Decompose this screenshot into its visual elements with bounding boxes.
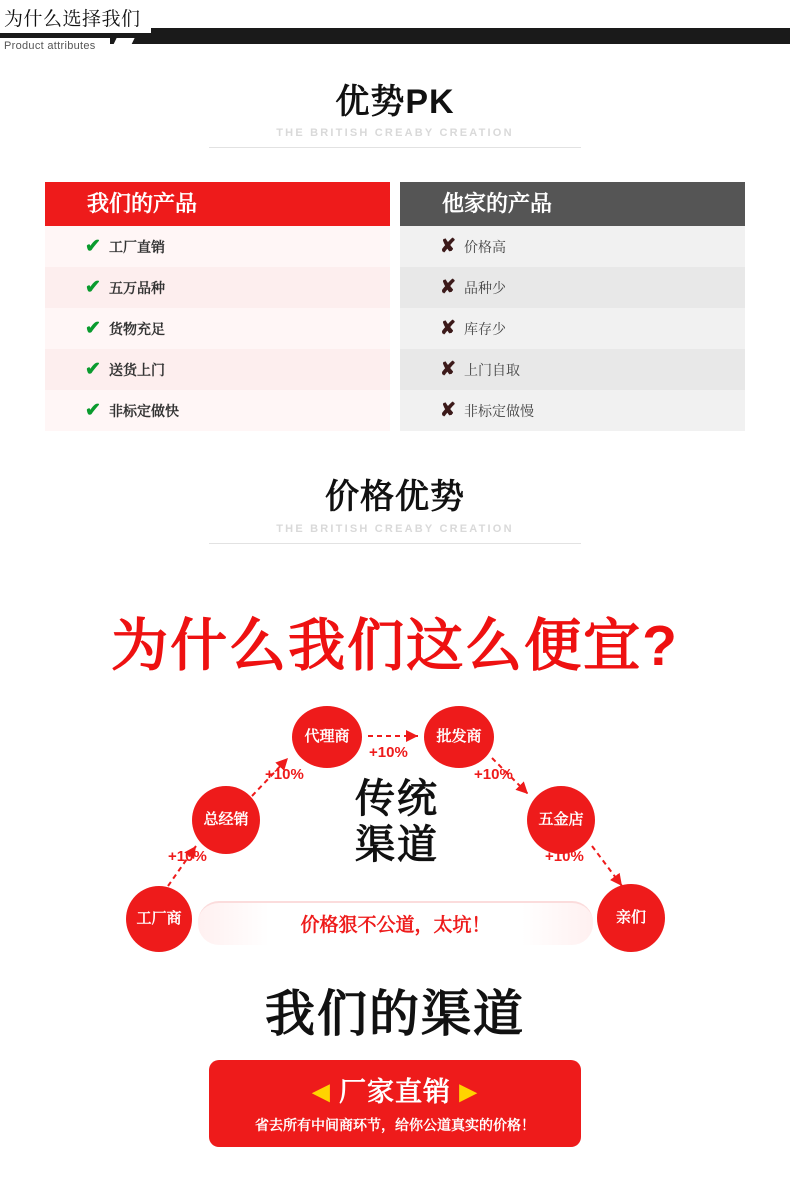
price-section-heading <box>0 479 790 543</box>
check-icon: ✔ <box>85 318 101 340</box>
diagram-node-distributor <box>192 786 260 854</box>
theirs-header: 他家的产品 <box>400 182 745 226</box>
check-icon: ✔ <box>85 277 101 299</box>
diagram-node-factory <box>126 886 192 952</box>
our-channel-title: 我们的渠道 <box>265 985 525 1042</box>
theirs-item-label: 上门自取 <box>464 361 520 378</box>
table-row <box>45 390 390 431</box>
arrow-left-icon: ◀ <box>312 1078 331 1104</box>
table-row <box>400 390 745 431</box>
traditional-channel-diagram <box>0 696 790 966</box>
table-row <box>45 226 390 267</box>
page-subtitle: Product attributes <box>0 38 110 54</box>
cross-icon: ✘ <box>440 277 456 299</box>
ours-item-label: 工厂直销 <box>109 238 165 255</box>
comparison-column-theirs <box>400 182 745 431</box>
theirs-item-label: 品种少 <box>464 279 506 296</box>
ours-item-label: 非标定做快 <box>109 402 179 419</box>
theirs-item-label: 库存少 <box>464 320 506 337</box>
table-row <box>400 308 745 349</box>
center-label-line2: 渠道 <box>355 822 439 867</box>
node-label: 工厂商 <box>136 909 182 927</box>
price-divider <box>209 543 581 544</box>
price-headline: 为什么我们这么便宜? <box>111 613 679 678</box>
pk-section-heading <box>0 84 790 148</box>
increment-label: +10% <box>265 765 304 783</box>
cta-sub-label: 省去所有中间商环节，给你公道真实的价格！ <box>255 1116 535 1133</box>
cross-icon: ✘ <box>440 318 456 340</box>
comparison-column-ours <box>45 182 390 431</box>
table-row <box>45 308 390 349</box>
arrow-right-icon: ▶ <box>459 1078 478 1104</box>
node-label: 亲们 <box>615 908 646 926</box>
table-row <box>400 349 745 390</box>
diagram-node-customers <box>597 884 665 952</box>
increment-label: +10% <box>369 743 408 761</box>
table-row <box>400 226 745 267</box>
cta-main-label: 厂家直销 <box>339 1076 451 1107</box>
check-icon: ✔ <box>85 400 101 422</box>
cross-icon: ✘ <box>440 236 456 258</box>
cross-icon: ✘ <box>440 400 456 422</box>
ours-item-label: 五万品种 <box>109 279 165 296</box>
pk-title: 优势PK <box>335 83 455 121</box>
ours-item-label: 送货上门 <box>109 361 165 378</box>
pk-subtitle: THE BRITISH CREABY CREATION <box>276 127 514 140</box>
increment-label: +10% <box>474 765 513 783</box>
cross-icon: ✘ <box>440 359 456 381</box>
price-title: 价格优势 <box>325 478 465 517</box>
ours-item-label: 货物充足 <box>109 320 165 337</box>
node-label: 总经销 <box>203 810 249 828</box>
theirs-item-label: 价格高 <box>464 238 506 255</box>
page-header <box>0 0 790 62</box>
direct-sales-cta[interactable] <box>209 1060 581 1147</box>
node-label: 代理商 <box>304 727 350 745</box>
node-label: 批发商 <box>436 727 482 745</box>
center-label-line1: 传统 <box>355 776 439 821</box>
price-subtitle: THE BRITISH CREABY CREATION <box>276 522 514 535</box>
cta-main-row <box>209 1070 581 1109</box>
table-row <box>45 267 390 308</box>
comparison-table <box>45 182 745 431</box>
table-row <box>45 349 390 390</box>
diagram-node-wholesaler <box>424 706 494 768</box>
diagram-banner: 价格狠不公道，太坑！ <box>198 901 593 945</box>
table-row <box>400 267 745 308</box>
page-title: 为什么选择我们 <box>0 2 151 33</box>
node-label: 五金店 <box>538 810 584 828</box>
pk-divider <box>209 147 581 148</box>
increment-label: +10% <box>168 847 207 865</box>
ours-header: 我们的产品 <box>45 182 390 226</box>
diagram-node-hardware-store <box>527 786 595 854</box>
increment-label: +10% <box>545 847 584 865</box>
diagram-node-agent <box>292 706 362 768</box>
check-icon: ✔ <box>85 359 101 381</box>
check-icon: ✔ <box>85 236 101 258</box>
diagram-center-label <box>322 776 472 868</box>
theirs-item-label: 非标定做慢 <box>464 402 534 419</box>
